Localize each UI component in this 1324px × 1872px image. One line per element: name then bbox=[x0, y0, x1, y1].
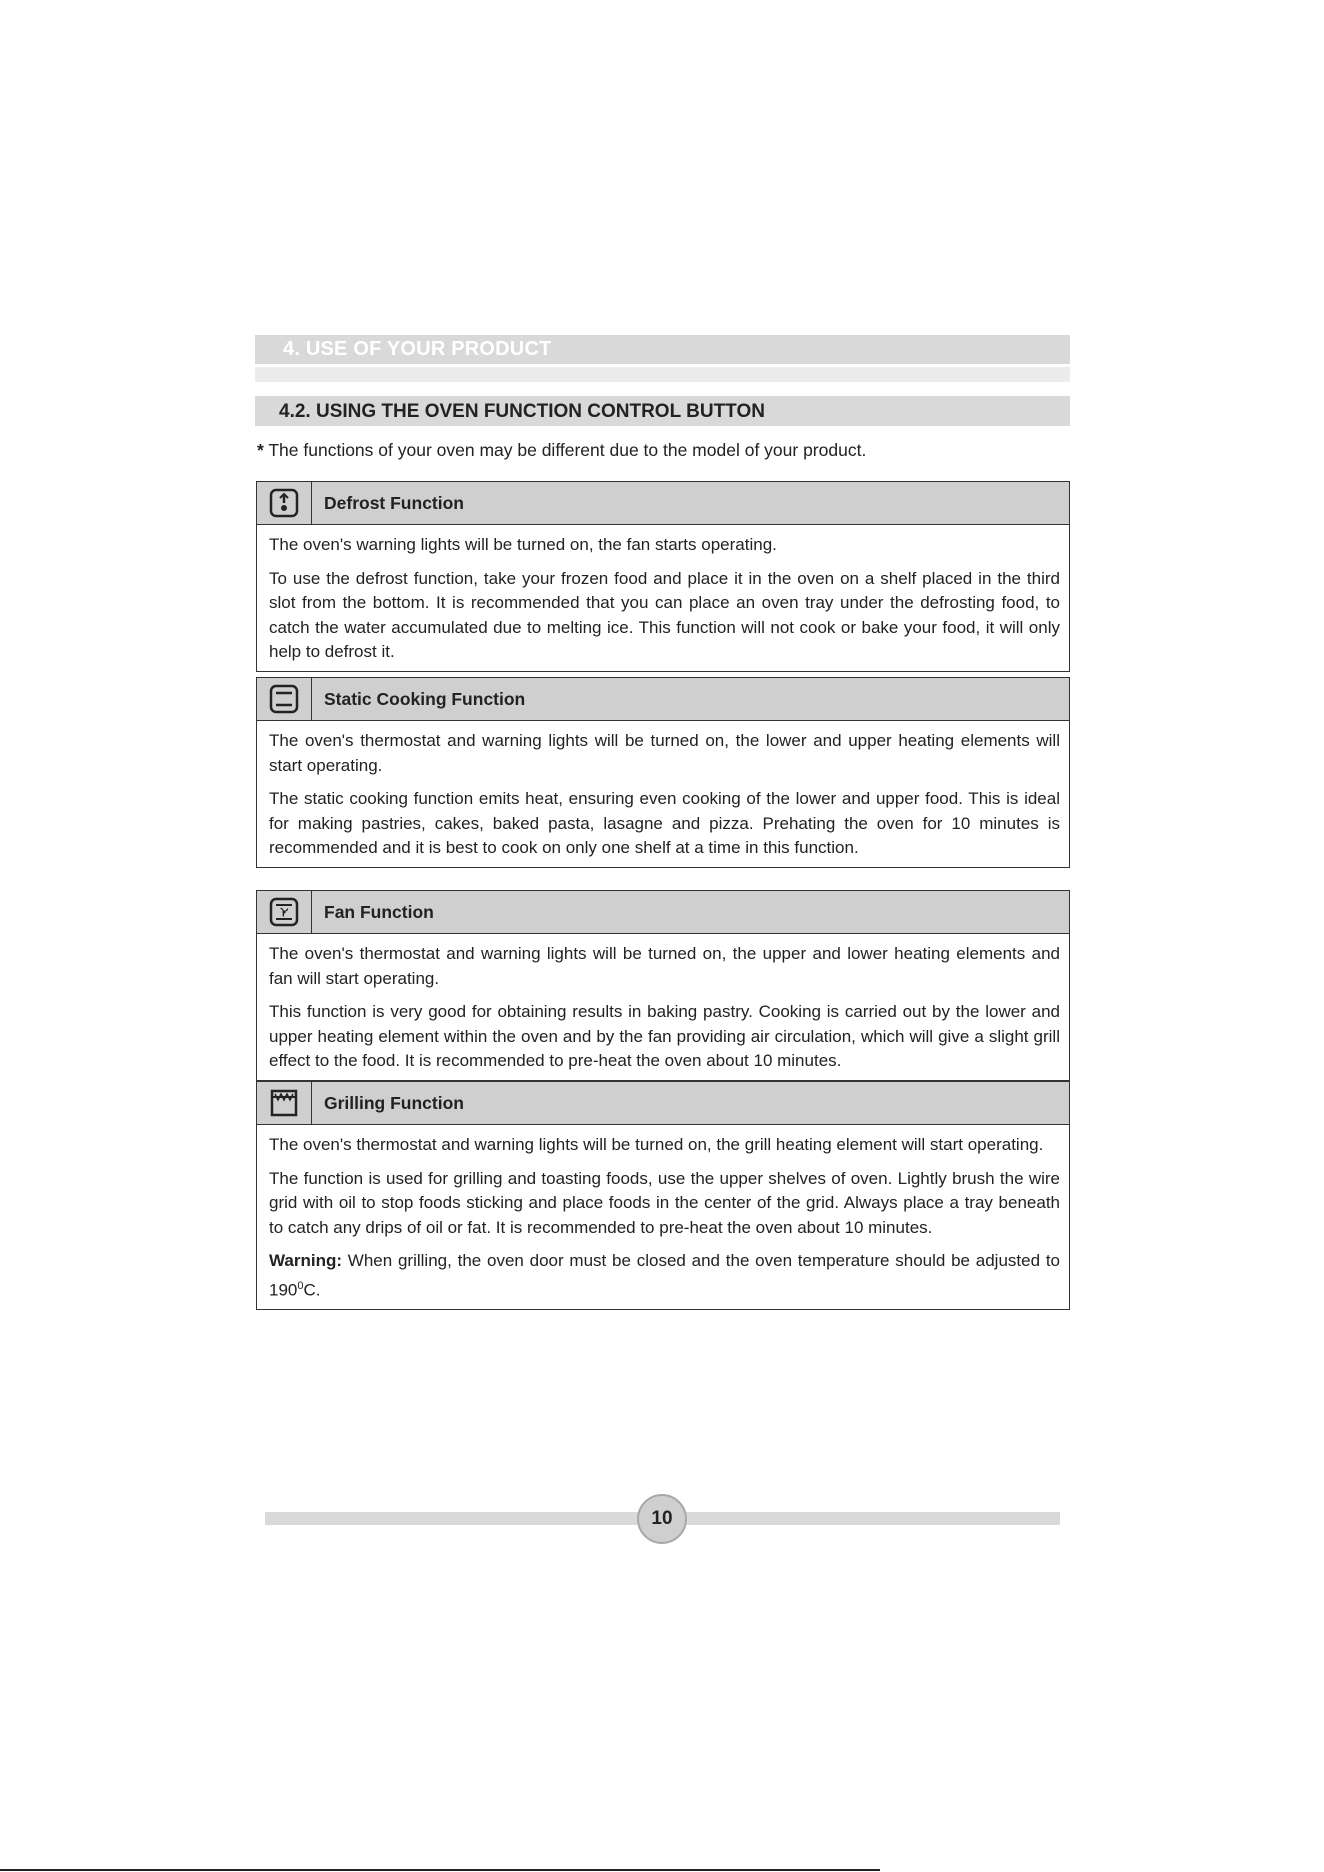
chapter-divider bbox=[255, 367, 1070, 382]
model-note bbox=[257, 440, 866, 461]
function-body bbox=[257, 525, 1069, 671]
function-header bbox=[257, 1082, 1069, 1125]
function-paragraph: The oven's warning lights will be turned on, the fan starts operating. bbox=[269, 535, 777, 554]
warning-label: Warning: bbox=[269, 1251, 343, 1270]
note-text: The functions of your oven may be different due to the model of your product. bbox=[263, 440, 867, 460]
scan-edge-rule bbox=[0, 1869, 880, 1871]
function-paragraph: The oven's thermostat and warning lights will be turned on, the lower and upper heating elements will start operating. bbox=[269, 731, 1060, 775]
function-body bbox=[257, 1125, 1069, 1309]
fan-icon bbox=[269, 897, 299, 927]
function-title: Defrost Function bbox=[324, 492, 464, 513]
warning-paragraph bbox=[269, 1249, 1060, 1303]
section-header bbox=[255, 396, 1070, 426]
function-title: Grilling Function bbox=[324, 1092, 464, 1113]
page-number: 10 bbox=[651, 1508, 673, 1529]
temperature-degree: 0 bbox=[297, 1279, 304, 1292]
warning-unit: C. bbox=[303, 1280, 321, 1300]
chapter-header bbox=[255, 335, 1070, 364]
note-asterisk: * bbox=[257, 440, 264, 460]
defrost-function-box bbox=[256, 481, 1070, 672]
page-number-badge bbox=[637, 1494, 687, 1544]
static-cooking-icon bbox=[269, 684, 299, 714]
function-body bbox=[257, 721, 1069, 867]
function-header bbox=[257, 891, 1069, 934]
static-cooking-function-box bbox=[256, 677, 1070, 868]
function-header bbox=[257, 482, 1069, 525]
fan-function-box bbox=[256, 890, 1070, 1081]
function-paragraph: The static cooking function emits heat, ensuring even cooking of the lower and upper food. This is ideal for making pastries, cakes, baked pasta, lasagne and pizza. Prehating the oven for 10 minutes is recommended and it is best to cook on only one shelf at a time in this function. bbox=[269, 789, 1060, 857]
section-title: 4.2. USING THE OVEN FUNCTION CONTROL BUTTON bbox=[279, 401, 765, 422]
warning-text: When grilling, the oven door must be closed and the oven temperature should be adjusted to 190 bbox=[269, 1251, 1060, 1300]
grill-icon bbox=[269, 1088, 299, 1118]
grilling-function-box bbox=[256, 1081, 1070, 1310]
function-header bbox=[257, 678, 1069, 721]
function-paragraph: To use the defrost function, take your frozen food and place it in the oven on a shelf placed in the third slot from the bottom. It is recommended that you can place an oven tray under the defrosting food, to catch the water accumulated due to melting ice. This function will not cook or bake your food, it will only help to defrost it. bbox=[269, 568, 1060, 661]
function-body bbox=[257, 934, 1069, 1080]
function-paragraph: The oven's thermostat and warning lights will be turned on, the upper and lower heating elements and fan will start operating. bbox=[269, 944, 1060, 988]
function-title: Static Cooking Function bbox=[324, 688, 526, 709]
defrost-icon bbox=[269, 488, 299, 518]
function-paragraph: The oven's thermostat and warning lights will be turned on, the grill heating element will start operating. bbox=[269, 1135, 1044, 1154]
function-title: Fan Function bbox=[324, 901, 434, 922]
chapter-title: 4. USE OF YOUR PRODUCT bbox=[283, 338, 552, 360]
function-paragraph: The function is used for grilling and toasting foods, use the upper shelves of oven. Lightly brush the wire grid with oil to stop foods sticking and place foods in the center of the grid. Always place a tray beneath to catch any drips of oil or fat. It is recommended to pre-heat the oven about 10 minutes. bbox=[269, 1168, 1060, 1237]
function-paragraph: This function is very good for obtaining results in baking pastry. Cooking is carried out by the lower and upper heating element within the oven and by the fan providing air circulation, which will give a slight grill effect to the food. It is recommended to pre-heat the oven about 10 minutes. bbox=[269, 1002, 1060, 1070]
